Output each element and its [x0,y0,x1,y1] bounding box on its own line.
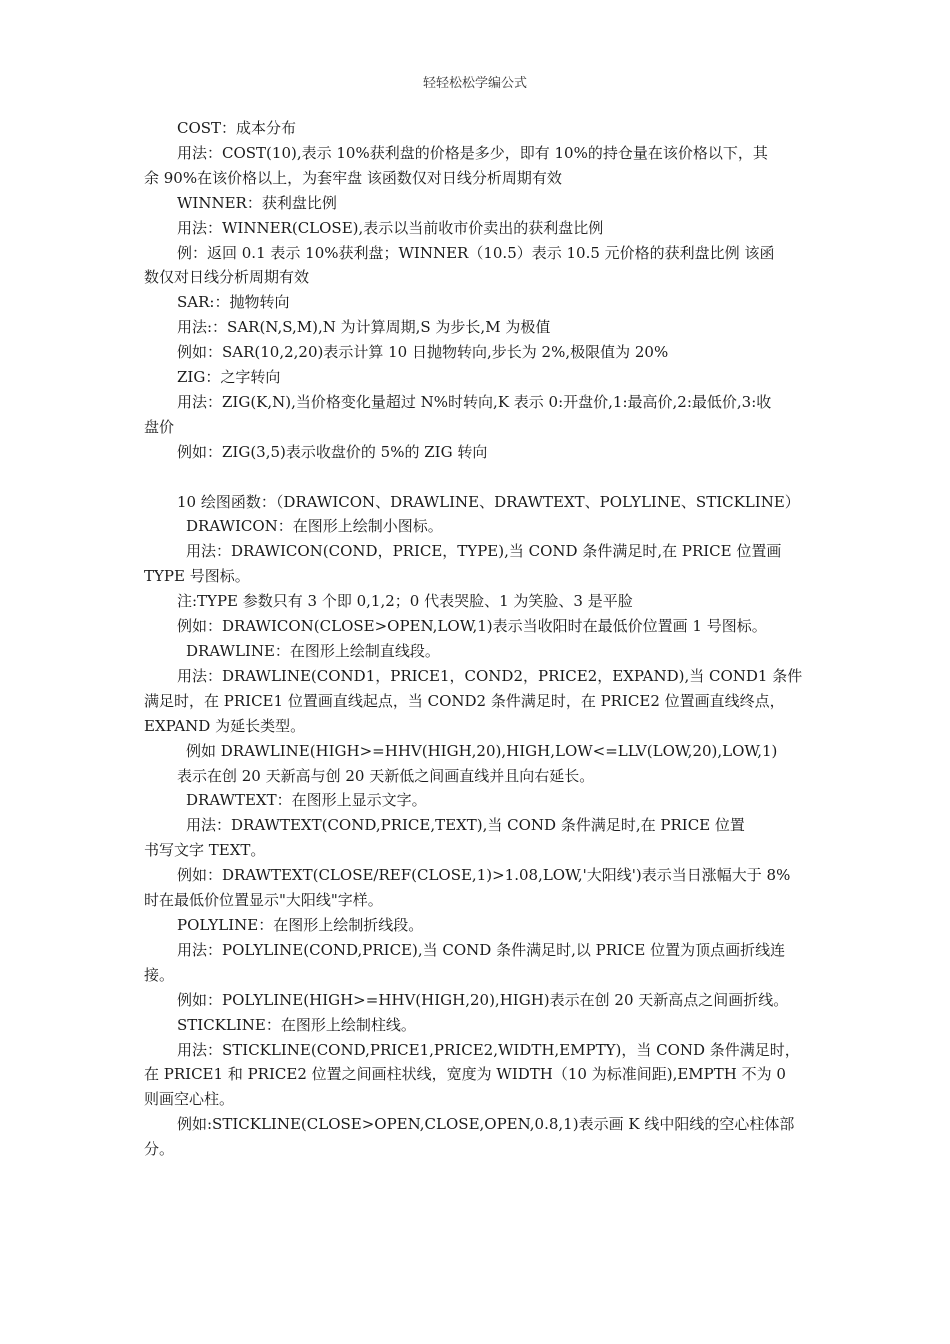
heading-drawline: DRAWLINE：在图形上绘制直线段。 [186,642,440,661]
text-line: TYPE 号图标。 [144,567,250,586]
heading-sar: SAR:：抛物转向 [177,293,290,312]
text-line: 接。 [144,965,175,984]
text-line: 例如：SAR(10,2,20)表示计算 10 日抛物转向,步长为 2%,极限值为 20% [177,343,669,362]
text-line: 用法:：SAR(N,S,M),N 为计算周期,S 为步长,M 为极值 [177,318,551,337]
text-line: 例如：ZIG(3,5)表示收盘价的 5%的 ZIG 转向 [177,442,488,461]
text-line: 表示在创 20 天新高与创 20 天新低之间画直线并且向右延长。 [177,766,595,785]
page-header: 轻轻松松学编公式 [422,76,527,91]
text-line: EXPAND 为延长类型。 [144,716,306,735]
text-line: 书写文字 TEXT。 [144,841,266,860]
blank-line [144,465,809,490]
heading-drawicon: DRAWICON：在图形上绘制小图标。 [186,517,443,536]
text-line: 用法：DRAWLINE(COND1，PRICE1，COND2，PRICE2，EXPAND),当 COND1 条件 [177,666,803,685]
text-line: 用法：WINNER(CLOSE),表示以当前收市价卖出的获利盘比例 [177,218,604,237]
text-line: 例如：DRAWTEXT(CLOSE/REF(CLOSE,1)>1.08,LOW,'大阳线')表示当日涨幅大于 8% [177,866,791,885]
text-line: 用法：DRAWICON(COND，PRICE，TYPE),当 COND 条件满足时,在 PRICE 位置画 [186,542,782,561]
heading-polyline: POLYLINE：在图形上绘制折线段。 [177,915,424,934]
text-line: 用法：STICKLINE(COND,PRICE1,PRICE2,WIDTH,EMPTY)，当 COND 条件满足时， [177,1040,800,1059]
text-line: 例如 DRAWLINE(HIGH>=HHV(HIGH,20),HIGH,LOW<=LLV(LOW,20),LOW,1) [186,741,778,760]
text-line: 则画空心柱。 [144,1090,235,1109]
text-line: 例：返回 0.1 表示 10%获利盘；WINNER（10.5）表示 10.5 元价格的获利盘比例 该函 [177,243,775,262]
text-line: 用法：COST(10),表示 10%获利盘的价格是多少，即有 10%的持仓量在该价格以下，其 [177,143,768,162]
heading-zig: ZIG：之字转向 [177,368,281,387]
text-line: 用法：POLYLINE(COND,PRICE),当 COND 条件满足时,以 PRICE 位置为顶点画折线连 [177,940,786,959]
text-line: 盘价 [144,417,175,436]
text-line: 用法：ZIG(K,N),当价格变化量超过 N%时转向,K 表示 0:开盘价,1:最高价,2:最低价,3:收 [177,392,772,411]
heading-drawtext: DRAWTEXT：在图形上显示文字。 [186,791,427,810]
section-heading-drawing-functions: 10 绘图函数：（DRAWICON、DRAWLINE、DRAWTEXT、POLYLINE、STICKLINE） [177,492,800,511]
text-line: 例如：DRAWICON(CLOSE>OPEN,LOW,1)表示当收阳时在最低价位置画 1 号图标。 [177,617,767,636]
text-line: 用法：DRAWTEXT(COND,PRICE,TEXT),当 COND 条件满足时,在 PRICE 位置 [186,816,745,835]
text-line: 例如:STICKLINE(CLOSE>OPEN,CLOSE,OPEN,0.8,1)表示画 K 线中阳线的空心柱体部 [177,1115,795,1134]
heading-stickline: STICKLINE：在图形上绘制柱线。 [177,1015,416,1034]
text-line: 分。 [144,1140,175,1159]
text-line: 例如：POLYLINE(HIGH>=HHV(HIGH,20),HIGH)表示在创 20 天新高点之间画折线。 [177,990,789,1009]
text-line: 在 PRICE1 和 PRICE2 位置之间画柱状线，宽度为 WIDTH（10 为标准间距),EMPTH 不为 0 [144,1065,786,1084]
text-line: 满足时，在 PRICE1 位置画直线起点，当 COND2 条件满足时，在 PRICE2 位置画直线终点， [144,691,785,710]
document-body [144,116,809,1162]
heading-winner: WINNER：获利盘比例 [177,193,337,212]
heading-cost: COST：成本分布 [177,119,297,137]
text-line: 注:TYPE 参数只有 3 个即 0,1,2；0 代表哭脸、1 为笑脸、3 是平脸 [177,592,633,611]
text-line: 数仅对日线分析周期有效 [144,268,310,287]
text-line: 时在最低价位置显示"大阳线"字样。 [144,891,383,910]
text-line: 余 90%在该价格以上，为套牢盘 该函数仅对日线分析周期有效 [144,168,562,187]
